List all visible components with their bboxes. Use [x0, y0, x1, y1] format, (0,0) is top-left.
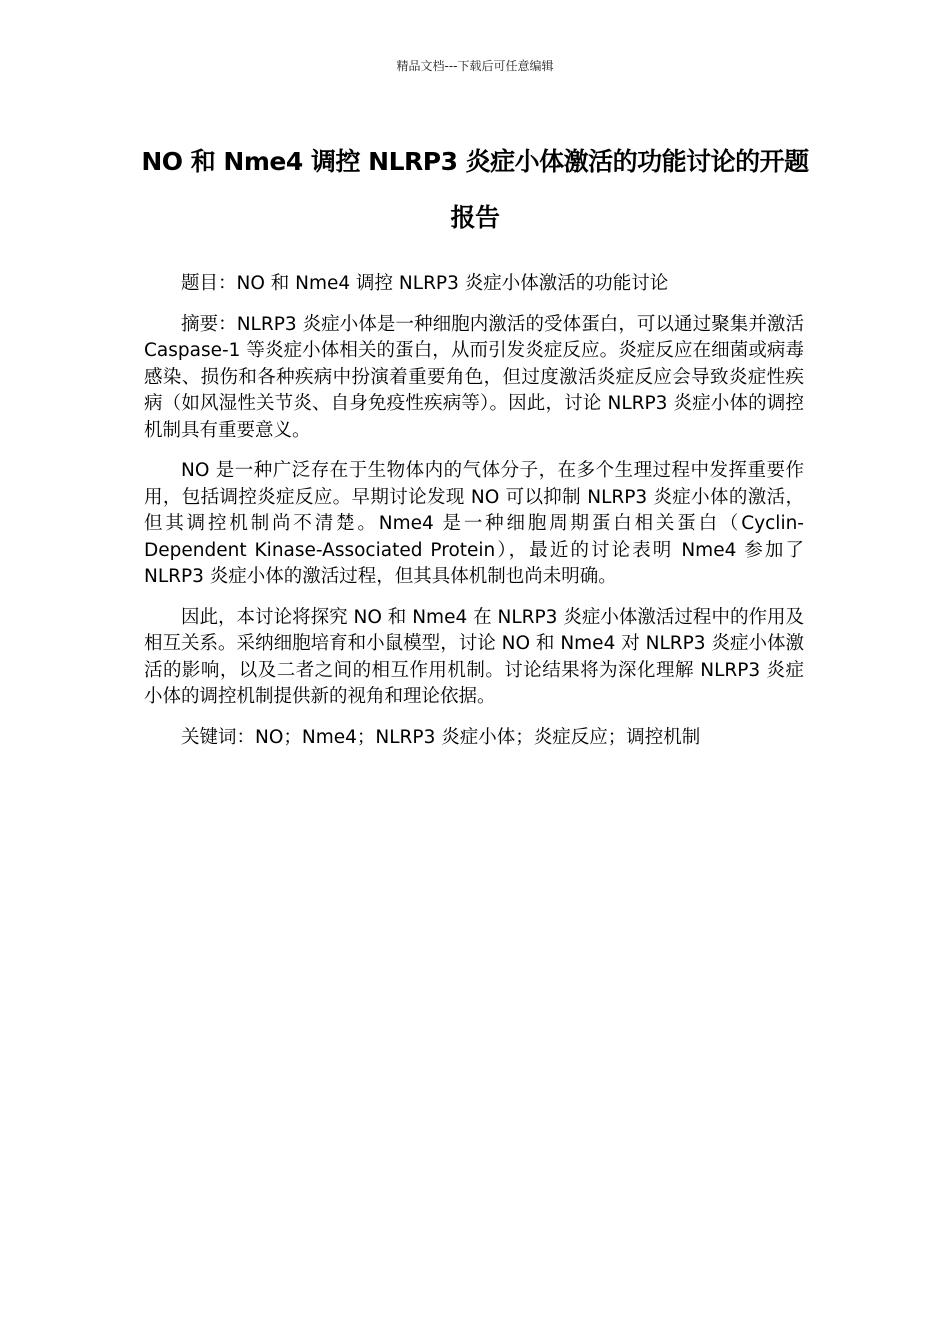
keywords-paragraph: 关键词：NO；Nme4；NLRP3 炎症小体；炎症反应；调控机制: [181, 726, 701, 748]
topic-paragraph: 题目：NO 和 Nme4 调控 NLRP3 炎症小体激活的功能讨论: [181, 273, 669, 294]
research-plan-paragraph: 因此，本讨论将探究 NO 和 Nme4 在 NLRP3 炎症小体激活过程中的作用及相互关系。采纳细胞培育和小鼠模型，讨论 NO 和 Nme4 对 NLRP3 炎症小体激活的影响，以及二者之间的相互作用机制。讨论结果将为深化理解 NLRP3 炎症小体的调控机制提供新的视角和理论依据。: [144, 606, 804, 707]
page-header-note: 精品文档---下载后可任意编辑: [396, 59, 554, 73]
background-no-nme4-paragraph: NO 是一种广泛存在于生物体内的气体分子，在多个生理过程中发挥重要作用，包括调控炎症反应。早期讨论发现 NO 可以抑制 NLRP3 炎症小体的激活，但其调控机制尚不清楚。Nme4 是一种细胞周期蛋白相关蛋白（Cyclin-Dependent Kinase-Associated Protein），最近的讨论表明 Nme4 参加了 NLRP3 炎症小体的激活过程，但其具体机制也尚未明确。: [144, 460, 804, 587]
document-body: [144, 271, 804, 765]
document-title: NO 和 Nme4 调控 NLRP3 炎症小体激活的功能讨论的开题报告: [141, 147, 809, 232]
abstract-paragraph: 摘要：NLRP3 炎症小体是一种细胞内激活的受体蛋白，可以通过聚集并激活 Caspase-1 等炎症小体相关的蛋白，从而引发炎症反应。炎症反应在细菌或病毒感染、损伤和各种疾病中扮演着重要角色，但过度激活炎症反应会导致炎症性疾病（如风湿性关节炎、自身免疫性疾病等）。因此，讨论 NLRP3 炎症小体的调控机制具有重要意义。: [144, 313, 804, 441]
